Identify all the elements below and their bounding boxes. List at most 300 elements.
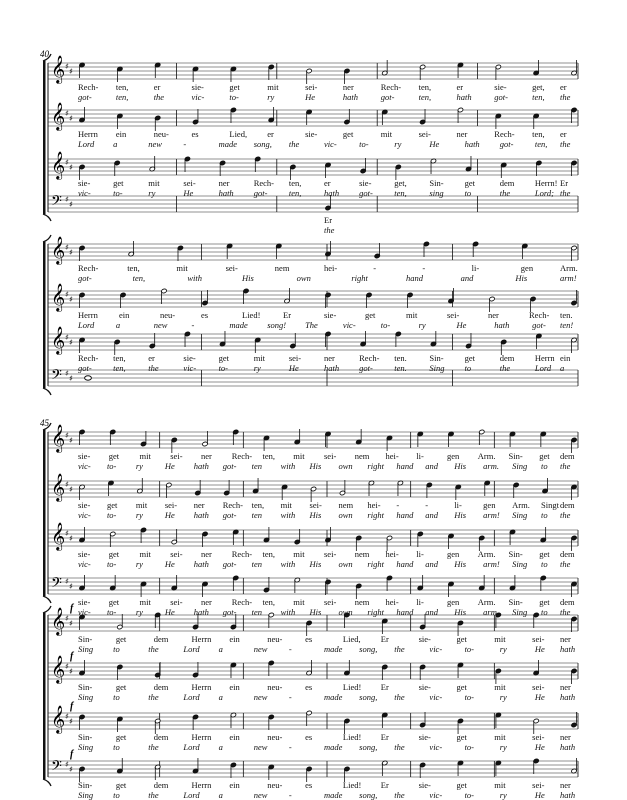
lyric-syllable: -	[288, 644, 292, 654]
sharp-icon: ♯	[65, 369, 69, 378]
lyric-syllable: Sin-	[508, 597, 523, 607]
lyric-syllable: ry	[253, 363, 261, 373]
lyric-syllable: to-	[218, 363, 229, 373]
lyric-syllable: the	[153, 92, 165, 102]
lyric-syllable: Lord;	[534, 188, 554, 198]
lyric-syllable: a	[218, 790, 223, 800]
lyric-syllable: ner	[218, 178, 230, 188]
lyric-syllable: ner	[456, 129, 468, 139]
lyric-syllable: right	[367, 510, 384, 520]
lyric-syllable: Sin-	[78, 682, 93, 692]
lyric-syllable: own	[338, 559, 353, 569]
lyric-syllable: sei-	[532, 682, 545, 692]
lyric-syllable: nem	[354, 549, 370, 559]
lyric-syllable: sei-	[170, 549, 183, 559]
lyric-syllable: ein	[229, 682, 240, 692]
lyric-syllable: hand	[396, 510, 414, 520]
lyric-syllable: ten,	[132, 273, 146, 283]
note-head	[85, 376, 92, 380]
lyric-syllable: sei-	[288, 353, 302, 363]
lyric-syllable: Sing	[78, 790, 94, 800]
lyric-syllable: Lied!	[342, 732, 362, 742]
lyric-syllable: and	[425, 461, 439, 471]
lyric-syllable: mit	[148, 178, 160, 188]
lyric-syllable: His	[515, 273, 528, 283]
lyric-syllable: vic-	[429, 692, 443, 702]
lyric-syllable: His	[454, 607, 467, 617]
lyric-syllable: get	[464, 353, 475, 363]
lyric-syllable: the	[288, 139, 300, 149]
sharp-icon: ♯	[69, 619, 73, 628]
bass-clef-icon: 𝄢	[51, 367, 62, 387]
treble-clef-icon: 𝄞	[51, 151, 66, 179]
lyric-syllable: Er	[380, 682, 389, 692]
staff-4	[48, 193, 578, 213]
lyric-syllable: sing	[429, 188, 444, 198]
lyric-syllable: to-	[464, 644, 475, 654]
lyric-syllable: with	[280, 461, 296, 471]
lyric-syllable: Rech-	[78, 353, 99, 363]
lyric-syllable: Herrn	[534, 353, 555, 363]
lyric-syllable: sie-	[324, 310, 337, 320]
lyric-syllable: Rech-	[231, 451, 253, 461]
sharp-icon: ♯	[65, 614, 69, 623]
bracket-hook-top	[43, 235, 51, 242]
sharp-icon: ♯	[65, 333, 69, 342]
lyric-syllable: neu-	[153, 129, 169, 139]
lyric-syllable: get	[365, 310, 376, 320]
lyric-syllable: mit	[267, 82, 279, 92]
lyric-syllable: sie-	[78, 178, 91, 188]
lyric-syllable: His	[309, 559, 322, 569]
lyric-syllable: Lied!	[242, 310, 261, 320]
lyric-syllable: hath	[342, 92, 359, 102]
lyric-syllable: own	[338, 510, 353, 520]
lyric-syllable: the	[560, 461, 571, 471]
lyric-syllable: sei-	[164, 500, 178, 510]
lyric-syllable: Herrn	[78, 129, 98, 139]
lyric-syllable: the	[560, 607, 571, 617]
treble-clef-icon: 𝄞	[51, 326, 66, 354]
lyric-syllable: dem	[153, 732, 169, 742]
lyric-syllable: get	[229, 82, 240, 92]
sharp-icon: ♯	[69, 765, 73, 774]
lyric-syllable: ner	[324, 353, 335, 363]
lyric-syllable: ein	[115, 129, 127, 139]
lyric-syllable: new	[153, 320, 168, 330]
lyric-syllable: the	[394, 742, 405, 752]
lyric-syllable: ry	[267, 92, 275, 102]
lyric-syllable: to	[541, 510, 548, 520]
lyric-syllable: mit	[253, 353, 266, 363]
lyric-syllable: to	[541, 607, 548, 617]
lyric-syllable: nem	[354, 451, 370, 461]
lyric-syllable: Sing	[78, 692, 94, 702]
lyric-syllable: arm.	[483, 461, 499, 471]
lyric-syllable: sie-	[191, 82, 204, 92]
lyric-syllable: hand	[396, 461, 414, 471]
lyric-syllable: and	[425, 607, 439, 617]
lyric-syllable: His	[454, 559, 467, 569]
lyric-syllable: get	[106, 500, 118, 510]
lyric-syllable: Sin-	[78, 732, 93, 742]
lyric-syllable: hath	[456, 92, 472, 102]
lyric-syllable: dem	[499, 178, 515, 188]
lyric-syllable: His	[309, 607, 322, 617]
staff-4	[48, 749, 578, 782]
lyric-syllable: own	[338, 461, 353, 471]
lyric-syllable: Rech-	[494, 129, 515, 139]
lyric-syllable: arm!	[560, 273, 577, 283]
lyric-syllable: ten,	[288, 188, 302, 198]
lyric-syllable: es	[305, 780, 313, 790]
lyric-syllable: nem	[338, 500, 354, 510]
lyric-syllable: ein	[229, 780, 240, 790]
lyric-syllable: ner	[560, 682, 571, 692]
sharp-icon: ♯	[69, 667, 73, 676]
lyric-syllable: mit	[293, 451, 305, 461]
lyric-syllable: arm!	[483, 559, 500, 569]
lyric-syllable: ner	[488, 310, 499, 320]
lyric-syllable: get	[456, 780, 467, 790]
treble-clef-icon: 𝄞	[51, 705, 66, 733]
dynamic-marking: f	[70, 603, 74, 614]
lyric-syllable: dem	[153, 682, 169, 692]
lyric-syllable: ten,	[532, 129, 545, 139]
dynamic-marking: f	[70, 749, 74, 760]
sharp-icon: ♯	[65, 195, 69, 204]
lyric-syllable: Rech-	[529, 310, 550, 320]
lyric-syllable: ry	[499, 742, 507, 752]
lyric-syllable: es	[305, 682, 313, 692]
lyric-syllable: own	[338, 607, 353, 617]
lyric-syllable: ry	[418, 320, 426, 330]
system-bracket	[43, 61, 46, 214]
lyric-syllable: get	[115, 732, 127, 742]
staff-1	[48, 55, 578, 84]
lyric-syllable: vic-	[78, 510, 91, 520]
lyric-syllable: er	[324, 178, 331, 188]
lyric-syllable: ten,	[534, 139, 548, 149]
lyric-syllable: gen	[447, 597, 460, 607]
lyric-syllable: get	[108, 597, 120, 607]
lyric-syllable: the	[560, 139, 571, 149]
lyric-syllable: sei-	[447, 310, 460, 320]
sharp-icon: ♯	[65, 480, 69, 489]
lyric-syllable: Rech-	[78, 82, 99, 92]
sharp-icon: ♯	[65, 243, 69, 252]
staff-3	[48, 326, 578, 355]
lyric-syllable: to-	[359, 139, 369, 149]
lyric-syllable: ten,	[251, 500, 265, 510]
lyric-syllable: get,	[532, 82, 545, 92]
bracket-hook-bottom	[43, 596, 51, 603]
lyric-syllable: dem	[560, 451, 575, 461]
lyric-syllable: the	[499, 188, 511, 198]
lyric-syllable: Er	[560, 178, 569, 188]
lyric-syllable: Rech-	[78, 263, 99, 273]
lyric-syllable: -	[373, 263, 377, 273]
lyric-syllable: a	[218, 742, 223, 752]
lyric-syllable: mit	[293, 549, 305, 559]
lyric-syllable: to-	[464, 742, 475, 752]
lyric-syllable: to	[113, 742, 120, 752]
lyric-syllable: neu-	[267, 682, 283, 692]
lyric-syllable: He	[534, 742, 545, 752]
lyric-syllable: hath	[560, 742, 576, 752]
lyric-syllable: ry	[135, 559, 143, 569]
sharp-icon: ♯	[69, 582, 73, 591]
staff-2	[48, 473, 578, 502]
lyric-syllable: ten,	[394, 188, 407, 198]
lyric-syllable: sie-	[78, 549, 91, 559]
lyric-syllable: hath	[560, 790, 576, 800]
lyric-syllable: ten	[251, 607, 263, 617]
lyric-syllable: to-	[464, 692, 475, 702]
lyric-syllable: sie-	[78, 451, 91, 461]
lyric-syllable: ein	[119, 310, 130, 320]
lyric-syllable: Rech-	[380, 82, 402, 92]
lyric-syllable: to	[464, 363, 472, 373]
lyric-syllable: ner	[560, 732, 571, 742]
sharp-icon: ♯	[69, 485, 73, 494]
sharp-icon: ♯	[69, 436, 73, 445]
lyric-syllable: Lied,	[342, 634, 361, 644]
staff-1	[48, 236, 578, 265]
lyric-syllable: with	[280, 559, 296, 569]
lyric-syllable: the	[394, 692, 405, 702]
lyric-syllable: get	[115, 780, 127, 790]
lyric-syllable: ry	[135, 510, 143, 520]
lyric-syllable: ten	[251, 559, 263, 569]
lyric-syllable: gen	[520, 263, 534, 273]
system-bracket	[43, 430, 46, 596]
lyric-syllable: got-	[78, 363, 92, 373]
lyric-syllable: ten,	[418, 82, 432, 92]
lyric-syllable: made	[324, 742, 343, 752]
bass-clef-icon: 𝄢	[51, 193, 62, 213]
lyric-syllable: got-	[222, 461, 237, 471]
lyric-syllable: Sin-	[508, 451, 523, 461]
lyric-syllable: with	[280, 510, 296, 520]
lyric-syllable: dem	[560, 597, 575, 607]
lyric-syllable: ten,	[532, 92, 545, 102]
lyric-syllable: ein	[560, 353, 571, 363]
lyric-syllable: new	[253, 692, 268, 702]
lyric-syllable: hath	[494, 320, 510, 330]
lyric-syllable: and	[460, 273, 474, 283]
lyric-syllable: a	[218, 692, 223, 702]
lyric-syllable: get	[218, 353, 229, 363]
lyric-syllable: right	[351, 273, 368, 283]
lyric-syllable: sie-	[359, 178, 372, 188]
treble-clef-icon: 𝄞	[51, 607, 66, 635]
lyric-syllable: right	[367, 461, 384, 471]
staff-3	[48, 151, 578, 180]
lyric-syllable: ten,	[127, 263, 140, 273]
lyric-syllable: Arm.	[477, 597, 496, 607]
lyric-syllable: mit	[494, 682, 506, 692]
lyric-syllable: -	[183, 139, 187, 149]
lyric-syllable: sei-	[324, 597, 337, 607]
lyric-syllable: sei-	[532, 780, 545, 790]
lyric-syllable: mit	[280, 500, 292, 510]
staff-3	[48, 701, 578, 734]
sharp-icon: ♯	[65, 62, 69, 71]
lyric-syllable: with	[187, 273, 202, 283]
lyric-syllable: the	[394, 644, 405, 654]
lyric-syllable: ner	[201, 597, 212, 607]
lyric-syllable: made	[324, 692, 343, 702]
lyric-syllable: mit	[293, 597, 305, 607]
lyric-syllable: sie-	[418, 682, 431, 692]
sharp-icon: ♯	[65, 109, 69, 118]
lyric-syllable: ner	[342, 82, 354, 92]
lyric-syllable: He	[164, 559, 175, 569]
lyric-syllable: hei-	[367, 500, 381, 510]
lyric-syllable: His	[309, 461, 322, 471]
lyric-syllable: He	[288, 363, 299, 373]
lyric-syllable: His	[242, 273, 254, 283]
sharp-icon: ♯	[65, 158, 69, 167]
lyric-syllable: sie-	[494, 82, 507, 92]
lyric-syllable: ein	[229, 634, 240, 644]
lyric-syllable: nem	[274, 263, 290, 273]
lyric-syllable: sei-	[532, 634, 545, 644]
lyric-syllable: He	[164, 510, 175, 520]
lyric-syllable: get	[456, 732, 467, 742]
lyric-syllable: mit	[176, 263, 188, 273]
lyric-syllable: ry	[499, 644, 507, 654]
lyric-syllable: He	[534, 644, 545, 654]
lyric-syllable: er	[267, 129, 274, 139]
lyric-syllable: ner	[560, 780, 571, 790]
measure-number: 45	[40, 418, 49, 428]
lyric-syllable: Sing	[512, 461, 528, 471]
lyric-syllable: Rech-	[359, 353, 380, 363]
system-bracket	[43, 613, 46, 779]
lyric-syllable: Sin-	[508, 549, 523, 559]
lyric-syllable: ner	[201, 451, 212, 461]
lyric-syllable: ten!	[560, 320, 574, 330]
staff-4	[48, 367, 578, 387]
lyric-syllable: to	[113, 692, 120, 702]
lyric-syllable: Arm.	[477, 451, 496, 461]
lyric-syllable: ten,	[113, 363, 126, 373]
lyric-syllable: hath	[218, 188, 234, 198]
lyric-syllable: to	[541, 559, 548, 569]
lyric-syllable: and	[425, 510, 439, 520]
lyric-syllable: Er	[283, 310, 292, 320]
sharp-icon: ♯	[69, 163, 73, 172]
lyric-syllable: hath	[464, 139, 480, 149]
lyric-syllable: sei-	[324, 549, 337, 559]
lyric-syllable: get	[115, 634, 127, 644]
lyric-syllable: gen	[447, 549, 460, 559]
staff-4	[48, 575, 578, 599]
lyric-syllable: es	[201, 310, 209, 320]
lyric-syllable: He	[164, 607, 175, 617]
lyric-syllable: sei-	[183, 178, 196, 188]
lyric-syllable: Herrn!	[534, 178, 558, 188]
lyric-syllable: Rech-	[222, 500, 243, 510]
lyric-syllable: Arm.	[512, 500, 530, 510]
lyric-syllable: es	[305, 634, 313, 644]
sharp-icon: ♯	[69, 200, 73, 209]
lyric-syllable: sei-	[170, 597, 183, 607]
lyric-syllable: the	[148, 692, 159, 702]
lyric-syllable: new	[253, 790, 268, 800]
lyric-syllable: got-	[499, 139, 514, 149]
treble-clef-icon: 𝄞	[51, 522, 66, 550]
treble-clef-icon: 𝄞	[51, 236, 66, 264]
lyric-syllable: vic-	[429, 644, 443, 654]
sharp-icon: ♯	[65, 760, 69, 769]
lyric-syllable: right	[367, 559, 384, 569]
lyric-syllable: Herrn	[191, 732, 212, 742]
lyric-syllable: Rech-	[253, 178, 274, 188]
lyric-syllable: neu-	[267, 732, 283, 742]
lyric-syllable: vic-	[183, 363, 197, 373]
lyric-syllable: got-	[222, 510, 237, 520]
lyric-syllable: neu-	[267, 634, 283, 644]
lyric-syllable: to-	[113, 188, 123, 198]
bracket-hook-bottom	[43, 214, 51, 221]
lyric-syllable: Herrn	[191, 682, 212, 692]
lyric-syllable: vic-	[78, 607, 91, 617]
sharp-icon: ♯	[65, 712, 69, 721]
lyric-syllable: got-	[253, 188, 268, 198]
lyric-syllable: sei-	[532, 732, 545, 742]
sharp-icon: ♯	[69, 67, 73, 76]
treble-clef-icon: 𝄞	[51, 655, 66, 683]
sharp-icon: ♯	[65, 290, 69, 299]
lyric-syllable: sie-	[78, 597, 91, 607]
lyric-syllable: to-	[380, 320, 391, 330]
lyric-syllable: ry	[148, 188, 156, 198]
lyric-syllable: es	[191, 129, 199, 139]
lyric-syllable: got-	[222, 607, 237, 617]
lyric-syllable: Lied,	[229, 129, 248, 139]
lyric-syllable: sei-	[418, 129, 431, 139]
lyric-syllable: His	[454, 461, 467, 471]
lyric-syllable: vic-	[429, 790, 443, 800]
lyric-syllable: vic-	[324, 139, 337, 149]
lyric-syllable: ry	[499, 790, 507, 800]
lyric-syllable: made	[229, 320, 248, 330]
staff-3	[48, 522, 578, 551]
lyric-syllable: to-	[106, 559, 117, 569]
lyric-syllable: ten.	[394, 363, 407, 373]
lyric-syllable: hei-	[385, 549, 399, 559]
lyric-syllable: get	[456, 682, 467, 692]
lyric-syllable: arm!	[483, 510, 500, 520]
lyric-syllable: the	[560, 559, 571, 569]
lyric-syllable: to-	[464, 790, 475, 800]
lyric-syllable: sie-	[418, 732, 431, 742]
lyric-syllable: hei-	[385, 597, 399, 607]
lyric-syllable: the	[324, 225, 335, 235]
lyric-syllable: to	[113, 790, 120, 800]
lyric-syllable: Sing	[78, 742, 94, 752]
lyric-syllable: sie-	[418, 634, 431, 644]
lyric-syllable: song,	[253, 139, 272, 149]
lyric-syllable: li-	[454, 500, 462, 510]
lyric-syllable: sei-	[225, 263, 238, 273]
lyric-syllable: get	[539, 549, 550, 559]
sharp-icon: ♯	[69, 717, 73, 726]
lyric-syllable: the	[148, 363, 159, 373]
